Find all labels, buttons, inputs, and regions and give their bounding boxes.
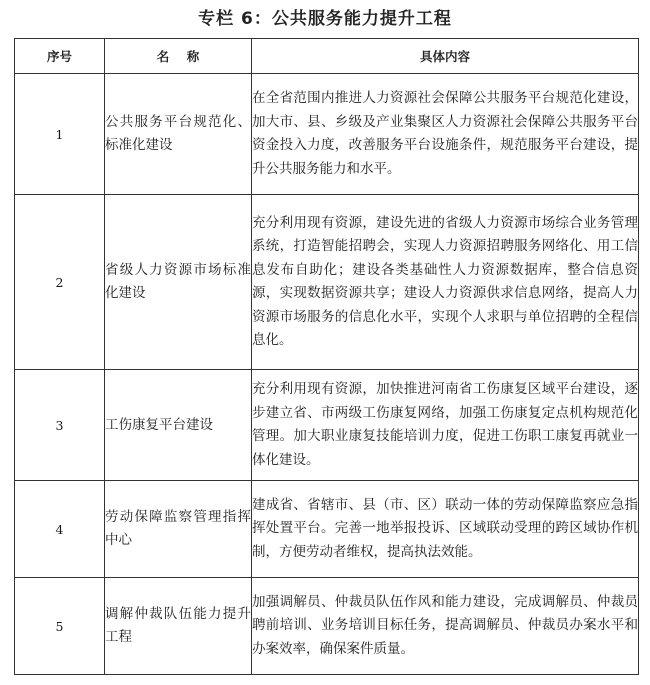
table-row (15, 481, 639, 578)
page-title: 专栏 6：公共服务能力提升工程 (198, 9, 452, 29)
header-serial-number: 序号 (15, 39, 105, 74)
table-row (15, 370, 639, 481)
project-content: 充分利用现有资源，加快推进河南省工伤康复区域平台建设，逐步建立省、市两级工伤康复网络，加强工伤康复定点机构规范化管理。加大职业康复技能培训力度，促进工伤职工康复再就业一体化建设。 (252, 370, 639, 481)
header-content: 具体内容 (252, 39, 639, 74)
row-number: 4 (15, 481, 105, 578)
row-number: 3 (15, 370, 105, 481)
project-name: 公共服务平台规范化、标准化建设 (105, 74, 252, 195)
table-row (15, 578, 639, 675)
table-row (15, 74, 639, 195)
project-name: 劳动保障监察管理指挥中心 (105, 481, 252, 578)
project-name: 工伤康复平台建设 (105, 370, 252, 481)
project-name: 省级人力资源市场标准化建设 (105, 195, 252, 370)
project-content: 充分利用现有资源，建设先进的省级人力资源市场综合业务管理系统，打造智能招聘会，实现人力资源招聘服务网络化、用工信息发布自助化；建设各类基础性人力资源数据库，整合信息资源，实现数据资源共享；建设人力资源供求信息网络，提高人力资源市场服务的信息化水平，实现个人求职与单位招聘的全程信息化。 (252, 195, 639, 370)
project-content: 建成省、省辖市、县（市、区）联动一体的劳动保障监察应急指挥处置平台。完善一地举报投诉、区域联动受理的跨区域协作机制，方便劳动者维权，提高执法效能。 (252, 481, 639, 578)
row-number: 5 (15, 578, 105, 675)
project-content: 加强调解员、仲裁员队伍作风和能力建设，完成调解员、仲裁员聘前培训、业务培训目标任务，提高调解员、仲裁员办案水平和办案效率，确保案件质量。 (252, 578, 639, 675)
table-row (15, 195, 639, 370)
project-name: 调解仲裁队伍能力提升工程 (105, 578, 252, 675)
header-name: 名 称 (105, 39, 252, 74)
row-number: 2 (15, 195, 105, 370)
table-header-row (15, 39, 639, 74)
row-number: 1 (15, 74, 105, 195)
service-capacity-table (14, 38, 639, 675)
project-content: 在全省范围内推进人力资源社会保障公共服务平台规范化建设，加大市、县、乡级及产业集聚区人力资源社会保障公共服务平台资金投入力度，改善服务平台设施条件，规范服务平台建设，提升公共服务能力和水平。 (252, 74, 639, 195)
